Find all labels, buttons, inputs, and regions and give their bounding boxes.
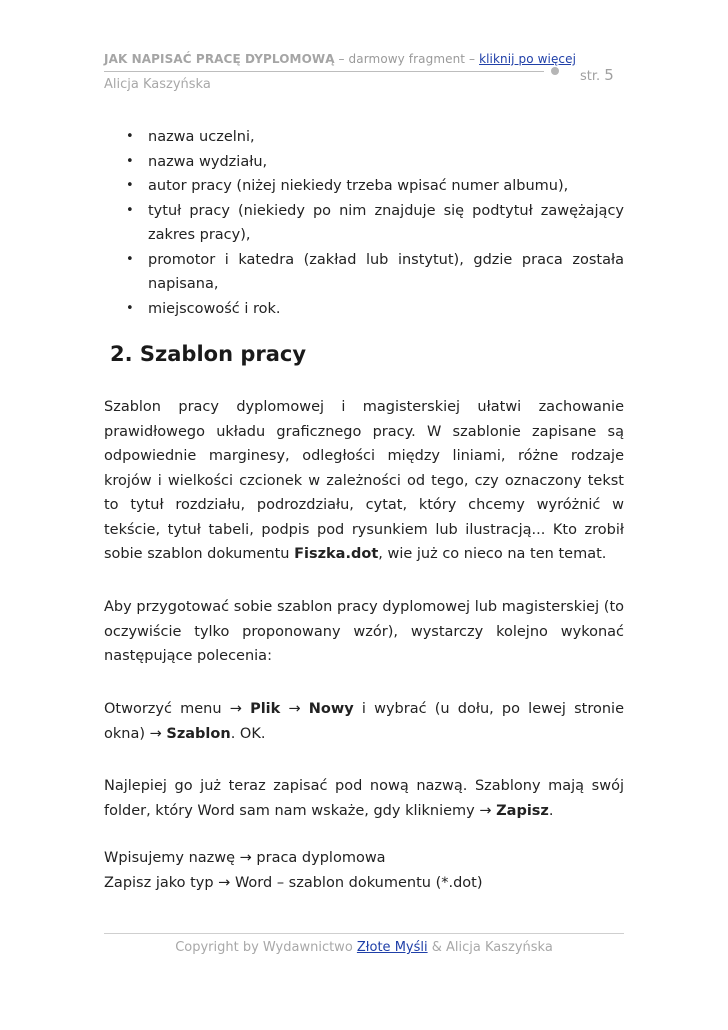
paragraph-text: → bbox=[280, 701, 309, 717]
footer bbox=[0, 940, 728, 955]
footer-text: & Alicja Kaszyńska bbox=[427, 940, 553, 955]
paragraph bbox=[104, 774, 624, 823]
bold-text: Szablon bbox=[166, 725, 231, 742]
footer-text: Copyright by Wydawnictwo bbox=[175, 940, 357, 955]
bold-text: Plik bbox=[250, 701, 281, 717]
book-title: JAK NAPISAĆ PRACĘ DYPLOMOWĄ bbox=[104, 52, 335, 66]
section-heading: 2. Szablon pracy bbox=[110, 342, 307, 366]
list-item: • tytuł pracy (niekiedy po nim znajduje się podtytuł zawężający zakres pracy), bbox=[104, 199, 624, 248]
bold-text: Zapisz bbox=[496, 802, 549, 819]
page-number bbox=[580, 66, 614, 84]
list-item: • promotor i katedra (zakład lub instytut), gdzie praca została napisana, bbox=[104, 248, 624, 297]
paragraph bbox=[104, 697, 624, 746]
paragraph-text: Otworzyć menu → bbox=[104, 701, 251, 717]
page-label: str. bbox=[580, 69, 605, 84]
header-author: Alicja Kaszyńska bbox=[104, 77, 211, 92]
page-number-value: 5 bbox=[604, 66, 614, 84]
list-item: • nazwa uczelni, bbox=[104, 125, 624, 150]
paragraph-line: Wpisujemy nazwę → praca dyplomowa bbox=[104, 850, 386, 866]
paragraph-line: Zapisz jako typ → Word – szablon dokumentu (*.dot) bbox=[104, 874, 483, 891]
paragraph-text: . bbox=[548, 802, 554, 819]
paragraph: Aby przygotować sobie szablon pracy dyplomowej lub magisterskiej (to oczywiście tylko proponowany wzór), wystarczy kolejno wykonać następujące polecenia: bbox=[104, 599, 624, 664]
paragraph bbox=[104, 395, 624, 567]
bold-text: Fiszka.dot bbox=[294, 546, 379, 562]
bullet-list bbox=[104, 125, 624, 321]
footer-rule bbox=[104, 933, 624, 934]
running-header bbox=[104, 52, 576, 66]
paragraph-text: Szablon pracy dyplomowej i magisterskiej ułatwi zachowanie prawidłowego układu graficznego pracy. W szablonie zapisane są odpowiednie marginesy, odległości między liniami, różne rodzaje krojów i wielkości czcionek w zależności od tego, czy oznaczony tekst to tytuł rozdziału, podrozdziału, cytat, który chcemy wyróżnić w tekście, tytuł tabeli, podpis pod rysunkiem lub ilustracją... Kto zrobił sobie szablon dokumentu bbox=[104, 399, 624, 562]
paragraph bbox=[104, 846, 624, 895]
paragraph-text: i wybrać (u dołu, po lewej stronie okna) → bbox=[104, 701, 625, 742]
header-separator: – bbox=[465, 52, 480, 66]
header-fragment-label: darmowy fragment bbox=[348, 52, 466, 66]
header-separator: – bbox=[334, 52, 349, 66]
publisher-link[interactable]: Złote Myśli bbox=[356, 940, 428, 955]
list-item: • autor pracy (niżej niekiedy trzeba wpisać numer albumu), bbox=[104, 174, 624, 199]
header-dot-icon bbox=[551, 67, 559, 75]
list-item: • miejscowość i rok. bbox=[104, 297, 624, 322]
more-link[interactable]: kliknij po więcej bbox=[479, 52, 577, 66]
paragraph-text: Najlepiej go już teraz zapisać pod nową nazwą. Szablony mają swój folder, który Word sam nam wskaże, gdy klikniemy → bbox=[104, 778, 624, 819]
paragraph-text: . OK. bbox=[230, 725, 266, 742]
bold-text: Nowy bbox=[308, 701, 354, 717]
header-rule bbox=[104, 71, 544, 72]
paragraph-text: , wie już co nieco na ten temat. bbox=[378, 546, 607, 562]
list-item: • nazwa wydziału, bbox=[104, 150, 624, 175]
